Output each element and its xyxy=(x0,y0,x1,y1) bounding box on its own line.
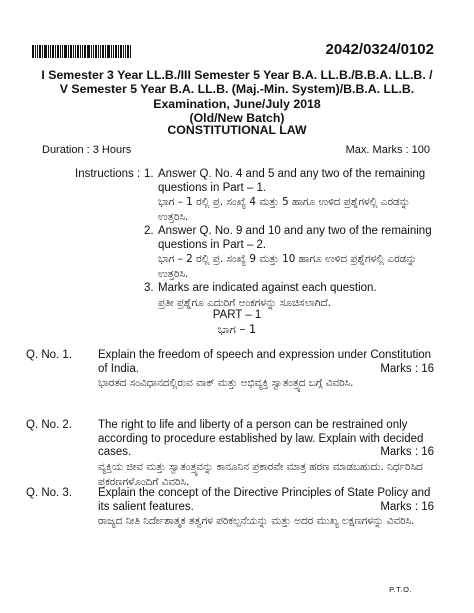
question-text-kannada: ವ್ಯಕ್ತಿಯ ಜೀವ ಮತ್ತು ಸ್ವಾತಂತ್ರ್ಯವನ್ನು ಕಾನೂನಿನ ಪ್ರಕಾರವೇ ಮಾತ್ರ ಹರಣ ಮಾಡಬಹುದು. ನಿರ್ಧರಿಸಿದ ಪ್ರಕರಣಗಳೊಂದಿಗೆ ವಿವರಿಸಿ. xyxy=(98,461,423,489)
instruction-number: 3. xyxy=(144,282,154,294)
subject-title: CONSTITUTIONAL LAW xyxy=(167,123,307,137)
question-text: Explain the freedom of speech and expression under Constitution of India. Marks : 16 xyxy=(98,349,434,375)
question-marks: Marks : 16 xyxy=(380,446,434,459)
instruction-item xyxy=(144,282,434,311)
paper-code: 2042/0324/0102 xyxy=(325,41,434,58)
header-line: I Semester 3 Year LL.B./III Semester 5 Year B.A. LL.B./B.B.A. LL.B. / xyxy=(41,68,433,82)
instruction-item xyxy=(144,225,434,282)
question-body xyxy=(98,419,434,490)
question-text: Explain the concept of the Directive Principles of State Policy and its salient features. Marks : 16 xyxy=(98,487,434,513)
instruction-text-kn: ಭಾಗ – 1 ರಲ್ಲಿ ಪ್ರ. ಸಂಖ್ಯೆ 4 ಮತ್ತು 5 ಹಾಗೂ ಉಳಿದ ಪ್ರಶ್ನೆಗಳಲ್ಲಿ ಎರಡನ್ನು ಉತ್ತರಿಸಿ. xyxy=(158,196,411,223)
max-marks: Max. Marks : 100 xyxy=(345,144,430,156)
duration: Duration : 3 Hours xyxy=(42,144,132,156)
instruction-number: 2. xyxy=(144,225,154,237)
instruction-text-en: Answer Q. No. 4 and 5 and any two of the remaining questions in Part – 1. xyxy=(158,168,426,194)
part-heading: PART – 1 xyxy=(212,309,262,321)
instruction-item xyxy=(144,168,434,225)
question-marks: Marks : 16 xyxy=(380,500,434,513)
question-text: The right to life and liberty of a person can be restrained only according to procedure established by law. Explain with decided cases. Marks : 16 xyxy=(98,419,434,459)
question-text-kannada: ಭಾರತದ ಸಂವಿಧಾನದಲ್ಲಿರುವ ವಾಕ್ ಮತ್ತು ಅಭಿವ್ಯಕ್ತಿ ಸ್ವಾತಂತ್ರ್ಯದ ಬಗ್ಗೆ ವಿವರಿಸಿ. xyxy=(98,377,354,390)
question-label: Q. No. 2. xyxy=(26,419,73,431)
instructions-list xyxy=(144,168,434,311)
instruction-number: 1. xyxy=(144,168,154,180)
exam-header xyxy=(30,68,444,126)
header-line: V Semester 5 Year B.A. LL.B. (Maj.-Min. System)/B.B.A. LL.B. xyxy=(59,82,415,97)
pto-marker: P.T.O. xyxy=(389,585,412,594)
instruction-text-kn: ಪ್ರತೀ ಪ್ರಶ್ನೆಗೂ ಎದುರಿಗೆ ಅಂಕಗಳನ್ನು ಸೂಚಿಸಲಾಗಿದೆ. xyxy=(158,296,331,309)
question-text-kannada: ರಾಜ್ಯದ ನೀತಿ ನಿರ್ದೇಶಾತ್ಮಕ ತತ್ವಗಳ ಪರಿಕಲ್ಪನೆಯನ್ನು ಮತ್ತು ಅದರ ಮುಖ್ಯ ಲಕ್ಷಣಗಳನ್ನು ವಿವರಿಸಿ. xyxy=(98,515,415,528)
question-body xyxy=(98,487,434,529)
question-body xyxy=(98,349,434,391)
question-label: Q. No. 1. xyxy=(26,349,73,361)
question-marks: Marks : 16 xyxy=(380,362,434,375)
instruction-text-kn: ಭಾಗ – 2 ರಲ್ಲಿ ಪ್ರ. ಸಂಖ್ಯೆ 9 ಮತ್ತು 10 ಹಾಗೂ ಉಳಿದ ಪ್ರಶ್ನೆಗಳಲ್ಲಿ ಎರಡನ್ನು ಉತ್ತರಿಸಿ. xyxy=(158,253,417,280)
header-line: Examination, June/July 2018 xyxy=(153,96,321,111)
header-line: (Old/New Batch) xyxy=(189,111,285,126)
question-label: Q. No. 3. xyxy=(26,487,73,499)
barcode-graphic xyxy=(32,45,150,58)
instruction-text-en: Answer Q. No. 9 and 10 and any two of the remaining questions in Part – 2. xyxy=(158,225,432,251)
instruction-text-en: Marks are indicated against each question. xyxy=(158,282,377,294)
instructions-label: Instructions : xyxy=(75,168,141,180)
part-heading-kannada: ಭಾಗ – 1 xyxy=(217,322,257,336)
